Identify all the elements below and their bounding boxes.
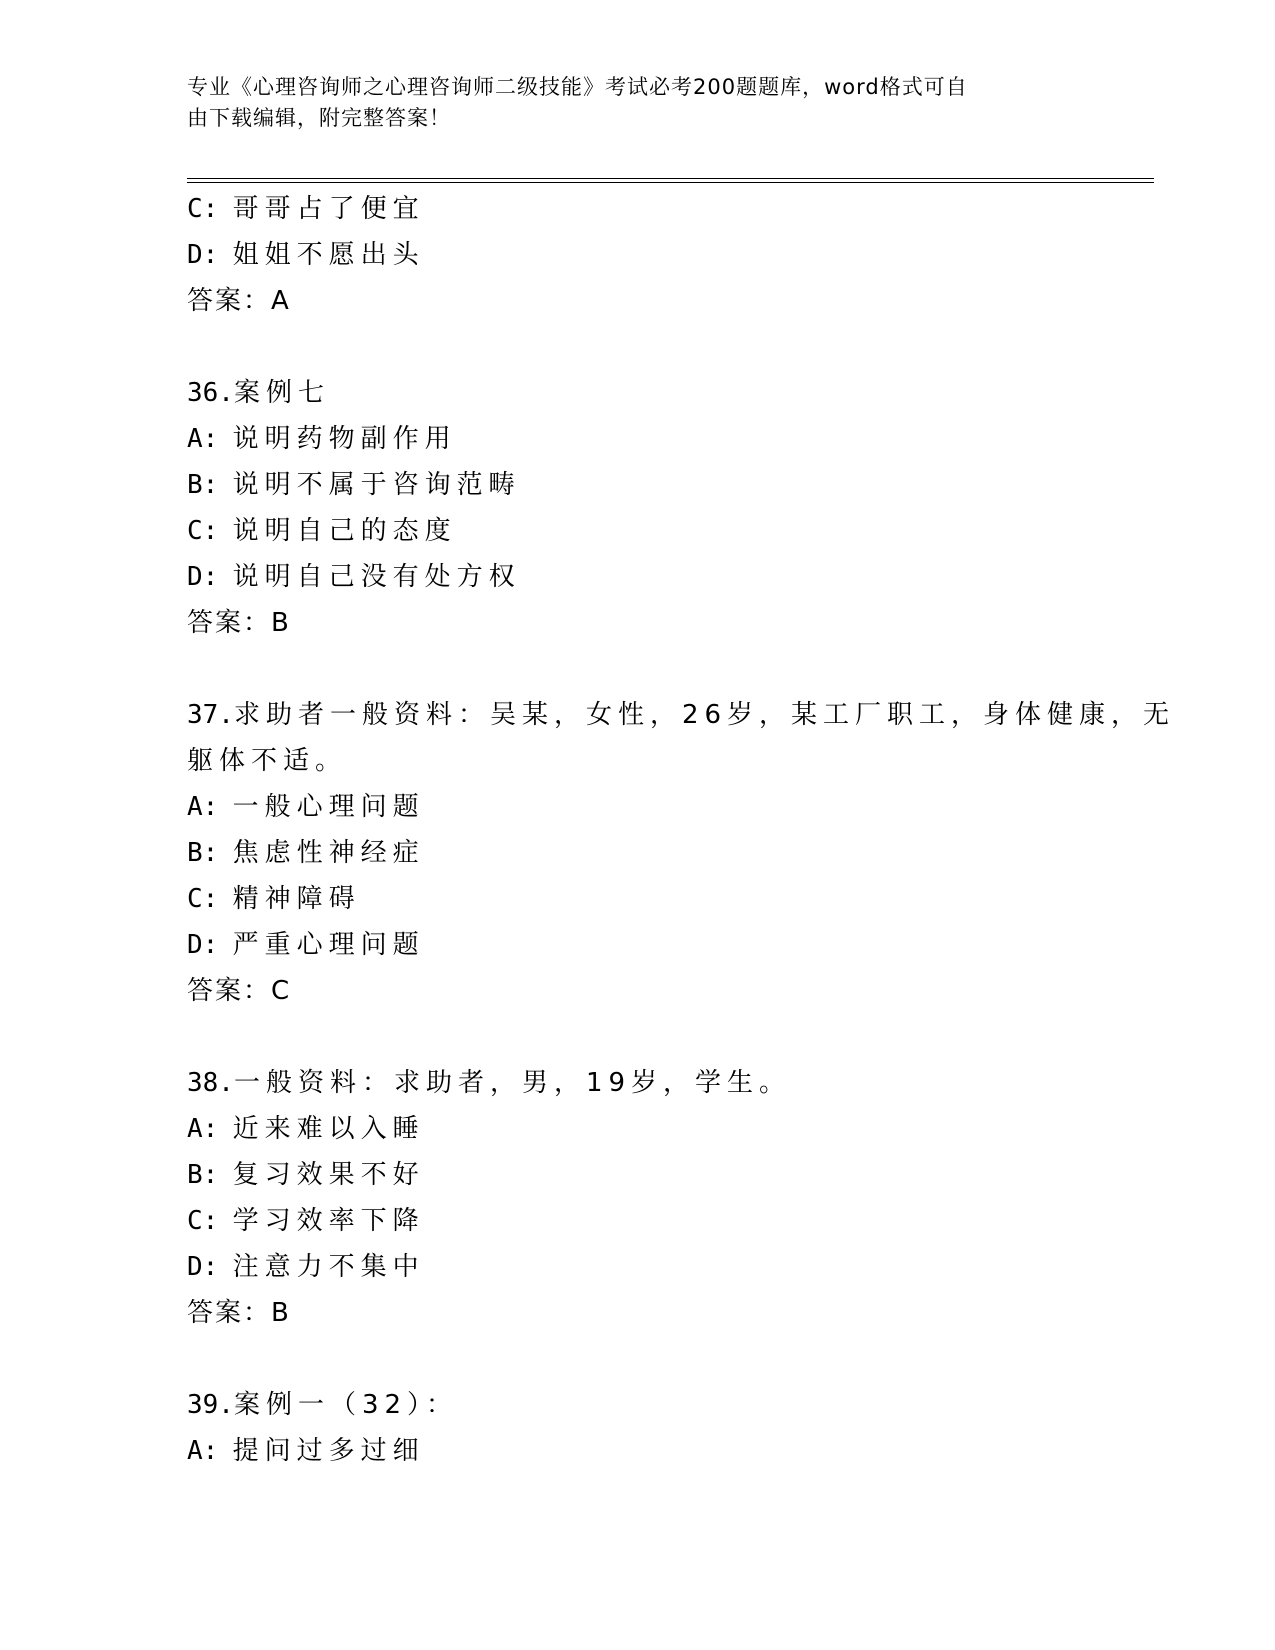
option-d: D: 严重心理问题 bbox=[187, 930, 425, 960]
answer-line: 答案：C bbox=[187, 976, 292, 1006]
option-a: A: 一般心理问题 bbox=[187, 792, 425, 822]
option-a: A: 近来难以入睡 bbox=[187, 1114, 425, 1144]
option-c: C: 哥哥占了便宜 bbox=[187, 194, 425, 224]
option-d: D: 注意力不集中 bbox=[187, 1252, 425, 1282]
question-37 bbox=[187, 692, 1176, 1014]
question-stem: 37.求助者一般资料：吴某，女性，26岁，某工厂职工，身体健康，无 bbox=[187, 700, 1176, 730]
option-c: C: 说明自己的态度 bbox=[187, 516, 457, 546]
question-stem: 38.一般资料：求助者，男，19岁，学生。 bbox=[187, 1068, 792, 1098]
question-stem: 39.案例一（32）： bbox=[187, 1390, 459, 1420]
option-d: D: 姐姐不愿出头 bbox=[187, 240, 425, 270]
spacer bbox=[187, 1336, 1087, 1382]
answer-line: 答案：B bbox=[187, 1298, 291, 1328]
option-a: A: 提问过多过细 bbox=[187, 1436, 425, 1466]
question-list bbox=[187, 186, 1176, 1474]
question-39 bbox=[187, 1382, 1087, 1474]
option-b: B: 复习效果不好 bbox=[187, 1160, 425, 1190]
question-continued bbox=[187, 186, 1087, 324]
question-stem: 36.案例七 bbox=[187, 378, 330, 408]
question-36 bbox=[187, 370, 1087, 646]
option-c: C: 学习效率下降 bbox=[187, 1206, 425, 1236]
spacer bbox=[187, 1014, 1087, 1060]
header-divider bbox=[187, 178, 1154, 183]
option-b: B: 焦虑性神经症 bbox=[187, 838, 425, 868]
header-line-1: 专业《心理咨询师之心理咨询师二级技能》考试必考200题题库，word格式可自 bbox=[187, 75, 968, 99]
question-38 bbox=[187, 1060, 1087, 1336]
spacer bbox=[187, 324, 1087, 370]
option-b: B: 说明不属于咨询范畴 bbox=[187, 470, 521, 500]
spacer bbox=[187, 646, 1087, 692]
option-c: C: 精神障碍 bbox=[187, 884, 361, 914]
answer-line: 答案：A bbox=[187, 286, 291, 316]
document-header bbox=[187, 72, 1067, 134]
answer-line: 答案：B bbox=[187, 608, 291, 638]
option-a: A: 说明药物副作用 bbox=[187, 424, 457, 454]
question-stem-continued: 躯体不适。 bbox=[187, 746, 348, 776]
option-d: D: 说明自己没有处方权 bbox=[187, 562, 521, 592]
header-line-2: 由下载编辑，附完整答案！ bbox=[187, 106, 451, 130]
